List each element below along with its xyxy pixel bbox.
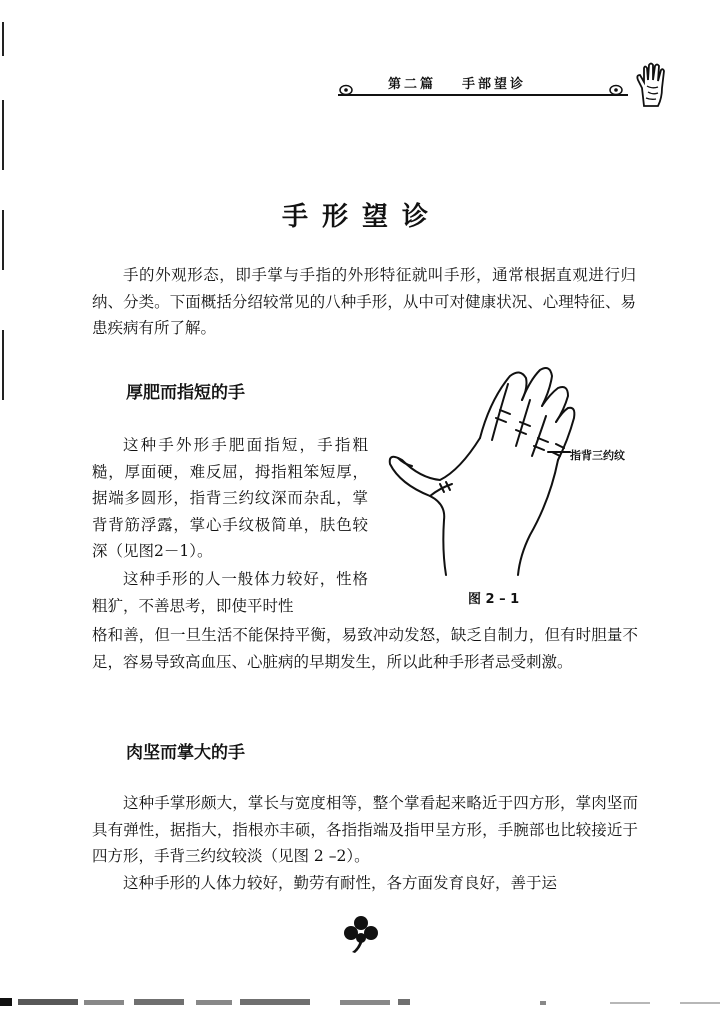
running-header xyxy=(338,74,628,100)
section2-paragraph-1: 这种手掌形颇大，掌长与宽度相等，整个掌看起来略近于四方形，掌肉坚而具有弹性，据指大，指根亦丰硕，各指指端及指甲呈方形，手腕部也比较接近于四方形，手背三约纹较淡（见图 2 –2）。 xyxy=(92,794,638,865)
scan-edge-mark xyxy=(2,22,4,56)
palm-hand-icon xyxy=(630,62,674,108)
header-part: 第二篇 xyxy=(388,77,437,92)
header-text xyxy=(388,73,526,92)
scan-edge-mark xyxy=(2,100,4,170)
hand-figure-illustration xyxy=(380,360,680,580)
section1-paragraph-2a: 这种手形的人一般体力较好，性格粗犷，不善思考，即使平时性 xyxy=(92,570,368,615)
scroll-ornament-icon xyxy=(608,84,624,96)
scan-noise-strip xyxy=(0,996,724,1010)
clover-icon xyxy=(340,912,382,954)
header-section: 手部望诊 xyxy=(462,77,527,92)
section-heading-thick-short: 厚肥而指短的手 xyxy=(126,383,245,403)
scan-edge-mark xyxy=(2,330,4,400)
section1-paragraph-1: 这种手外形手肥面指短，手指粗糙，厚面硬，难反屈，拇指粗笨短厚，据端多圆形，指背三约纹深而杂乱，掌背背筋浮露，掌心手纹极简单，肤色较深（见图2－1）。 xyxy=(92,436,368,560)
section2-paragraph-2: 这种手形的人体力较好，勤劳有耐性，各方面发育良好，善于运 xyxy=(123,874,558,892)
intro-paragraph: 手的外观形态，即手掌与手指的外形特征就叫手形，通常根据直观进行归纳、分类。下面概括分绍较常见的八种手形，从中可对健康状况、心理特征、易患疾病有所了解。 xyxy=(92,266,636,337)
page-title: 手形望诊 xyxy=(281,202,442,232)
section1-paragraph-2b: 格和善，但一旦生活不能保持平衡，易致冲动发怒，缺乏自制力，但有时胆量不足，容易导致高血压、心脏病的早期发生，所以此种手形者忌受刺激。 xyxy=(92,626,638,671)
figure-annotation-label: 指背三约纹 xyxy=(570,449,625,462)
section-heading-firm-large: 肉坚而掌大的手 xyxy=(126,743,245,763)
header-rule xyxy=(338,94,628,96)
figure-caption: 图 2 – 1 xyxy=(468,592,520,607)
